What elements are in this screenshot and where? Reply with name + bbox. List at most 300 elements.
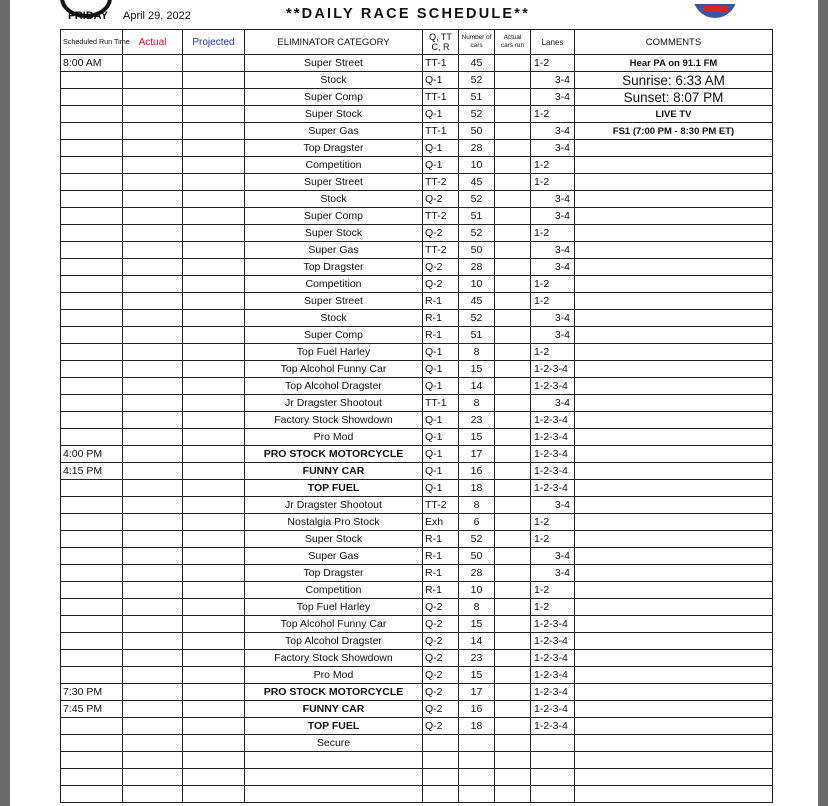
run-time-cell: [61, 242, 123, 259]
lanes-cell: 3-4: [531, 89, 575, 106]
cars-run-cell: [495, 650, 531, 667]
actual-cell: [123, 531, 183, 548]
car-count-cell: [459, 769, 495, 786]
round-code-cell: Q-1: [423, 378, 459, 395]
comment-cell: [575, 174, 773, 191]
cars-run-cell: [495, 599, 531, 616]
lanes-cell: 3-4: [531, 565, 575, 582]
category-cell: Secure: [245, 735, 423, 752]
cars-run-cell: [495, 463, 531, 480]
car-count-cell: [459, 752, 495, 769]
category-cell: [245, 786, 423, 803]
projected-cell: [183, 55, 245, 72]
car-count-cell: 50: [459, 548, 495, 565]
table-row: [61, 667, 773, 684]
comment-cell: Sunrise: 6:33 AM: [575, 72, 773, 89]
projected-cell: [183, 429, 245, 446]
table-row: [61, 463, 773, 480]
run-time-cell: [61, 497, 123, 514]
projected-cell: [183, 208, 245, 225]
run-time-cell: [61, 293, 123, 310]
category-cell: FUNNY CAR: [245, 463, 423, 480]
car-count-cell: 15: [459, 361, 495, 378]
car-count-cell: 10: [459, 582, 495, 599]
page-title: **DAILY RACE SCHEDULE**: [286, 6, 530, 22]
run-time-cell: 7:30 PM: [61, 684, 123, 701]
comment-cell: LIVE TV: [575, 106, 773, 123]
car-count-cell: 52: [459, 106, 495, 123]
projected-cell: [183, 123, 245, 140]
car-count-cell: 10: [459, 276, 495, 293]
car-count-cell: 52: [459, 191, 495, 208]
round-code-cell: Exh: [423, 514, 459, 531]
run-time-cell: [61, 191, 123, 208]
round-code-cell: TT-1: [423, 123, 459, 140]
run-time-cell: [61, 106, 123, 123]
lanes-cell: 3-4: [531, 140, 575, 157]
comment-cell: [575, 344, 773, 361]
round-code-cell: TT-1: [423, 89, 459, 106]
round-code-cell: Q-1: [423, 412, 459, 429]
table-row: [61, 565, 773, 582]
table-row: [61, 106, 773, 123]
table-row: [61, 718, 773, 735]
projected-cell: [183, 531, 245, 548]
actual-cell: [123, 786, 183, 803]
table-row: [61, 514, 773, 531]
lanes-cell: 1-2-3-4: [531, 480, 575, 497]
round-code-cell: [423, 752, 459, 769]
actual-cell: [123, 259, 183, 276]
projected-cell: [183, 89, 245, 106]
actual-cell: [123, 463, 183, 480]
projected-cell: [183, 582, 245, 599]
run-time-cell: [61, 582, 123, 599]
projected-cell: [183, 650, 245, 667]
lanes-cell: 1-2-3-4: [531, 446, 575, 463]
car-count-cell: 17: [459, 684, 495, 701]
table-row: [61, 616, 773, 633]
run-time-cell: [61, 769, 123, 786]
table-row: [61, 395, 773, 412]
lanes-cell: 3-4: [531, 548, 575, 565]
lanes-cell: 1-2-3-4: [531, 361, 575, 378]
actual-cell: [123, 276, 183, 293]
actual-cell: [123, 633, 183, 650]
comment-cell: [575, 480, 773, 497]
comment-cell: [575, 208, 773, 225]
run-time-cell: [61, 616, 123, 633]
category-cell: Competition: [245, 157, 423, 174]
round-code-cell: Q-1: [423, 157, 459, 174]
run-time-cell: [61, 786, 123, 803]
cars-run-cell: [495, 582, 531, 599]
category-cell: Factory Stock Showdown: [245, 412, 423, 429]
comment-cell: [575, 599, 773, 616]
run-time-cell: 7:45 PM: [61, 701, 123, 718]
car-count-cell: 51: [459, 327, 495, 344]
lanes-cell: 3-4: [531, 242, 575, 259]
round-code-cell: TT-2: [423, 497, 459, 514]
run-time-cell: [61, 123, 123, 140]
actual-cell: [123, 752, 183, 769]
comment-cell: [575, 429, 773, 446]
category-cell: Super Street: [245, 174, 423, 191]
actual-cell: [123, 446, 183, 463]
table-row: [61, 259, 773, 276]
projected-cell: [183, 752, 245, 769]
car-count-cell: 51: [459, 208, 495, 225]
table-row: [61, 752, 773, 769]
actual-cell: [123, 701, 183, 718]
category-cell: Top Alcohol Dragster: [245, 633, 423, 650]
run-time-cell: [61, 531, 123, 548]
car-count-cell: 15: [459, 616, 495, 633]
actual-cell: [123, 225, 183, 242]
actual-cell: [123, 599, 183, 616]
actual-cell: [123, 378, 183, 395]
cars-run-cell: [495, 786, 531, 803]
category-cell: Top Dragster: [245, 140, 423, 157]
table-row: [61, 310, 773, 327]
actual-cell: [123, 514, 183, 531]
lanes-cell: [531, 752, 575, 769]
lanes-cell: 1-2-3-4: [531, 701, 575, 718]
table-row: [61, 412, 773, 429]
table-row: [61, 225, 773, 242]
lanes-cell: 1-2: [531, 276, 575, 293]
projected-cell: [183, 599, 245, 616]
car-count-cell: 52: [459, 72, 495, 89]
actual-cell: [123, 310, 183, 327]
cars-run-cell: [495, 191, 531, 208]
table-row: [61, 786, 773, 803]
cars-run-cell: [495, 667, 531, 684]
cars-run-cell: [495, 157, 531, 174]
actual-cell: [123, 395, 183, 412]
round-code-cell: R-1: [423, 327, 459, 344]
cars-run-cell: [495, 208, 531, 225]
comment-cell: [575, 361, 773, 378]
table-row: [61, 123, 773, 140]
actual-cell: [123, 174, 183, 191]
lanes-cell: 1-2-3-4: [531, 667, 575, 684]
category-cell: Super Comp: [245, 208, 423, 225]
run-time-cell: [61, 378, 123, 395]
cars-run-cell: [495, 429, 531, 446]
run-time-cell: [61, 514, 123, 531]
header-row: [61, 30, 773, 55]
actual-cell: [123, 548, 183, 565]
lanes-cell: 3-4: [531, 395, 575, 412]
run-time-cell: [61, 650, 123, 667]
cars-run-cell: [495, 514, 531, 531]
comment-cell: [575, 242, 773, 259]
category-cell: [245, 769, 423, 786]
table-row: [61, 582, 773, 599]
comment-cell: [575, 718, 773, 735]
actual-cell: [123, 582, 183, 599]
category-cell: TOP FUEL: [245, 718, 423, 735]
lanes-cell: 1-2-3-4: [531, 650, 575, 667]
category-cell: Super Stock: [245, 225, 423, 242]
round-code-cell: Q-1: [423, 106, 459, 123]
comment-cell: Hear PA on 91.1 FM: [575, 55, 773, 72]
lanes-cell: [531, 786, 575, 803]
round-code-cell: Q-2: [423, 225, 459, 242]
projected-cell: [183, 718, 245, 735]
category-cell: Super Gas: [245, 548, 423, 565]
table-row: [61, 174, 773, 191]
car-count-cell: 16: [459, 463, 495, 480]
lanes-cell: 1-2: [531, 55, 575, 72]
table-row: [61, 633, 773, 650]
comment-cell: [575, 582, 773, 599]
cars-run-cell: [495, 106, 531, 123]
col-scheduled: Scheduled Run Time: [61, 30, 123, 55]
run-time-cell: 4:00 PM: [61, 446, 123, 463]
comment-cell: [575, 684, 773, 701]
actual-cell: [123, 140, 183, 157]
table-row: [61, 242, 773, 259]
projected-cell: [183, 616, 245, 633]
category-cell: Super Street: [245, 293, 423, 310]
lanes-cell: 1-2-3-4: [531, 616, 575, 633]
car-count-cell: 28: [459, 565, 495, 582]
round-code-cell: Q-2: [423, 684, 459, 701]
lanes-cell: 1-2-3-4: [531, 463, 575, 480]
actual-cell: [123, 650, 183, 667]
car-count-cell: 51: [459, 89, 495, 106]
actual-cell: [123, 191, 183, 208]
actual-cell: [123, 208, 183, 225]
category-cell: Super Stock: [245, 531, 423, 548]
category-cell: Top Alcohol Dragster: [245, 378, 423, 395]
category-cell: Top Alcohol Funny Car: [245, 616, 423, 633]
lanes-cell: 3-4: [531, 327, 575, 344]
comment-cell: [575, 225, 773, 242]
projected-cell: [183, 463, 245, 480]
lanes-cell: 3-4: [531, 497, 575, 514]
actual-cell: [123, 157, 183, 174]
category-cell: Jr Dragster Shootout: [245, 395, 423, 412]
nhra-logo-icon: [693, 0, 737, 18]
lanes-cell: 3-4: [531, 123, 575, 140]
lanes-cell: 1-2: [531, 174, 575, 191]
run-time-cell: [61, 327, 123, 344]
projected-cell: [183, 378, 245, 395]
col-qtt: Q, TT C, R: [423, 30, 459, 55]
comment-cell: [575, 786, 773, 803]
car-count-cell: 10: [459, 157, 495, 174]
actual-cell: [123, 89, 183, 106]
actual-cell: [123, 429, 183, 446]
lanes-cell: [531, 735, 575, 752]
col-lanes: Lanes: [531, 30, 575, 55]
cars-run-cell: [495, 446, 531, 463]
comment-cell: [575, 276, 773, 293]
run-time-cell: [61, 429, 123, 446]
round-code-cell: TT-2: [423, 208, 459, 225]
car-count-cell: 28: [459, 259, 495, 276]
car-count-cell: 6: [459, 514, 495, 531]
run-time-cell: [61, 259, 123, 276]
table-row: [61, 735, 773, 752]
projected-cell: [183, 174, 245, 191]
comment-cell: [575, 191, 773, 208]
lanes-cell: 1-2: [531, 293, 575, 310]
round-code-cell: Q-2: [423, 667, 459, 684]
col-projected: Projected: [183, 30, 245, 55]
actual-cell: [123, 327, 183, 344]
date-label: April 29, 2022: [123, 10, 191, 22]
round-code-cell: Q-2: [423, 616, 459, 633]
cars-run-cell: [495, 140, 531, 157]
actual-cell: [123, 361, 183, 378]
schedule-table: [60, 29, 773, 803]
comment-cell: [575, 633, 773, 650]
round-code-cell: R-1: [423, 565, 459, 582]
cars-run-cell: [495, 310, 531, 327]
cars-run-cell: [495, 616, 531, 633]
table-row: [61, 361, 773, 378]
round-code-cell: R-1: [423, 310, 459, 327]
projected-cell: [183, 157, 245, 174]
table-row: [61, 548, 773, 565]
table-row: [61, 140, 773, 157]
round-code-cell: [423, 769, 459, 786]
projected-cell: [183, 480, 245, 497]
run-time-cell: [61, 412, 123, 429]
table-row: [61, 599, 773, 616]
table-row: [61, 344, 773, 361]
lanes-cell: 3-4: [531, 191, 575, 208]
category-cell: Top Dragster: [245, 565, 423, 582]
car-count-cell: 8: [459, 497, 495, 514]
projected-cell: [183, 191, 245, 208]
table-row: [61, 157, 773, 174]
category-cell: Factory Stock Showdown: [245, 650, 423, 667]
car-count-cell: 52: [459, 531, 495, 548]
car-count-cell: [459, 735, 495, 752]
col-actual: Actual: [123, 30, 183, 55]
car-count-cell: 50: [459, 242, 495, 259]
col-actual-run: Actual cars run: [495, 30, 531, 55]
lanes-cell: 3-4: [531, 72, 575, 89]
round-code-cell: R-1: [423, 293, 459, 310]
category-cell: Super Stock: [245, 106, 423, 123]
run-time-cell: [61, 599, 123, 616]
round-code-cell: TT-1: [423, 55, 459, 72]
round-code-cell: Q-2: [423, 276, 459, 293]
run-time-cell: [61, 667, 123, 684]
lanes-cell: 1-2: [531, 106, 575, 123]
car-count-cell: 8: [459, 395, 495, 412]
table-row: [61, 701, 773, 718]
cars-run-cell: [495, 276, 531, 293]
actual-cell: [123, 123, 183, 140]
round-code-cell: TT-2: [423, 174, 459, 191]
table-row: [61, 531, 773, 548]
projected-cell: [183, 446, 245, 463]
col-category: ELIMINATOR CATEGORY: [245, 30, 423, 55]
cars-run-cell: [495, 123, 531, 140]
cars-run-cell: [495, 497, 531, 514]
actual-cell: [123, 684, 183, 701]
round-code-cell: Q-2: [423, 259, 459, 276]
comment-cell: [575, 327, 773, 344]
table-row: [61, 769, 773, 786]
car-count-cell: 28: [459, 140, 495, 157]
table-row: [61, 497, 773, 514]
round-code-cell: Q-1: [423, 429, 459, 446]
comment-cell: [575, 616, 773, 633]
projected-cell: [183, 106, 245, 123]
table-row: [61, 276, 773, 293]
car-count-cell: 14: [459, 378, 495, 395]
col-number: Number of cars: [459, 30, 495, 55]
round-code-cell: Q-1: [423, 72, 459, 89]
comment-cell: [575, 701, 773, 718]
comment-cell: [575, 769, 773, 786]
cars-run-cell: [495, 684, 531, 701]
comment-cell: [575, 514, 773, 531]
car-count-cell: 8: [459, 344, 495, 361]
round-code-cell: TT-2: [423, 242, 459, 259]
table-row: [61, 684, 773, 701]
cars-run-cell: [495, 531, 531, 548]
lanes-cell: 1-2: [531, 531, 575, 548]
projected-cell: [183, 412, 245, 429]
run-time-cell: [61, 310, 123, 327]
cars-run-cell: [495, 548, 531, 565]
round-code-cell: TT-1: [423, 395, 459, 412]
comment-cell: [575, 310, 773, 327]
run-time-cell: [61, 276, 123, 293]
car-count-cell: 23: [459, 650, 495, 667]
table-row: [61, 327, 773, 344]
cars-run-cell: [495, 735, 531, 752]
actual-cell: [123, 735, 183, 752]
round-code-cell: R-1: [423, 582, 459, 599]
table-row: [61, 650, 773, 667]
projected-cell: [183, 276, 245, 293]
cars-run-cell: [495, 89, 531, 106]
car-count-cell: 45: [459, 174, 495, 191]
comment-cell: [575, 650, 773, 667]
lanes-cell: 1-2: [531, 514, 575, 531]
actual-cell: [123, 480, 183, 497]
category-cell: Pro Mod: [245, 667, 423, 684]
lanes-cell: 1-2-3-4: [531, 378, 575, 395]
projected-cell: [183, 701, 245, 718]
cars-run-cell: [495, 480, 531, 497]
comment-cell: [575, 378, 773, 395]
projected-cell: [183, 684, 245, 701]
projected-cell: [183, 225, 245, 242]
car-count-cell: 8: [459, 599, 495, 616]
car-count-cell: 52: [459, 310, 495, 327]
run-time-cell: [61, 480, 123, 497]
lanes-cell: 3-4: [531, 310, 575, 327]
cars-run-cell: [495, 55, 531, 72]
lanes-cell: 1-2-3-4: [531, 633, 575, 650]
projected-cell: [183, 548, 245, 565]
projected-cell: [183, 242, 245, 259]
car-count-cell: 52: [459, 225, 495, 242]
cars-run-cell: [495, 701, 531, 718]
round-code-cell: Q-1: [423, 361, 459, 378]
